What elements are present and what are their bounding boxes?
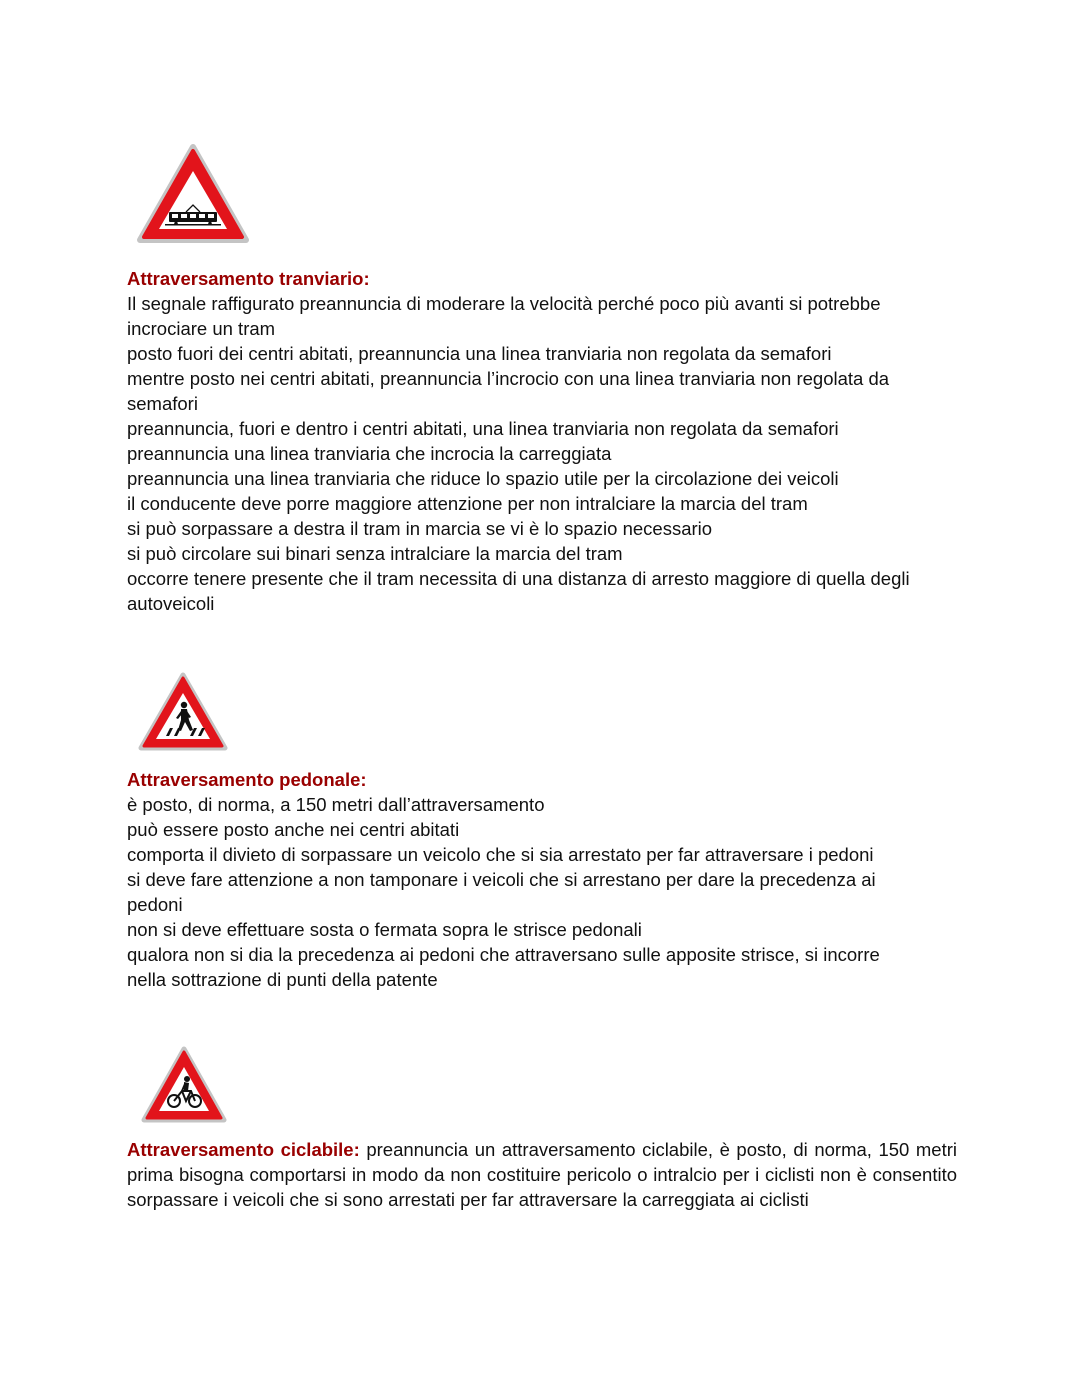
text-line: il conducente deve porre maggiore attenzione per non intralciare la marcia del tram [127,493,808,514]
text-line: qualora non si dia la precedenza ai pedoni che attraversano sulle apposite strisce, si incorre [127,944,880,965]
section-text: preannuncia un attraversamento ciclabile, è posto, di norma, 150 metri prima bisogna comportarsi in modo da non costituire pericolo o intralcio per i ciclisti non è consentito sorpassare i veicoli che si sono arrestati per far attraversare la carreggiata ai ciclisti [127,1139,958,1210]
text-line: preannuncia una linea tranviaria che incrocia la carreggiata [127,443,612,464]
pedestrian-crossing-sign-icon [138,672,228,752]
text-line: preannuncia una linea tranviaria che riduce lo spazio utile per la circolazione dei veicoli [127,468,839,489]
text-line: pedoni [127,894,183,915]
text-line: nella sottrazione di punti della patente [127,969,438,990]
text-line: posto fuori dei centri abitati, preannuncia una linea tranviaria non regolata da semafori [127,343,832,364]
section-paragraph [127,1137,957,1212]
text-line: è posto, di norma, a 150 metri dall’attraversamento [127,794,545,815]
section-tram-crossing [127,143,957,616]
text-line: occorre tenere presente che il tram necessita di una distanza di arresto maggiore di quella degli [127,568,910,589]
text-line: si deve fare attenzione a non tamponare i veicoli che si arrestano per dare la precedenza ai [127,869,876,890]
text-line: non si deve effettuare sosta o fermata sopra le strisce pedonali [127,919,642,940]
text-line: incrociare un tram [127,318,276,339]
text-line: autoveicoli [127,593,215,614]
text-line: comporta il divieto di sorpassare un veicolo che si sia arrestato per far attraversare i pedoni [127,844,874,865]
text-line: si può sorpassare a destra il tram in marcia se vi è lo spazio necessario [127,518,713,539]
section-heading: Attraversamento pedonale: [127,769,367,790]
tram-crossing-sign-icon [136,143,250,245]
cyclist-crossing-sign-icon [141,1046,227,1124]
section-heading: Attraversamento ciclabile: [127,1139,360,1160]
text-line: semafori [127,393,198,414]
section-heading: Attraversamento tranviario: [127,268,370,289]
section-cyclist-crossing [127,1046,957,1212]
text-line: si può circolare sui binari senza intralciare la marcia del tram [127,543,623,564]
text-line: mentre posto nei centri abitati, preannuncia l’incrocio con una linea tranviaria non regolata da [127,368,890,389]
text-line: preannuncia, fuori e dentro i centri abitati, una linea tranviaria non regolata da semafori [127,418,839,439]
text-line: Il segnale raffigurato preannuncia di moderare la velocità perché poco più avanti si potrebbe [127,293,881,314]
section-pedestrian-crossing [127,672,957,992]
text-line: può essere posto anche nei centri abitati [127,819,460,840]
